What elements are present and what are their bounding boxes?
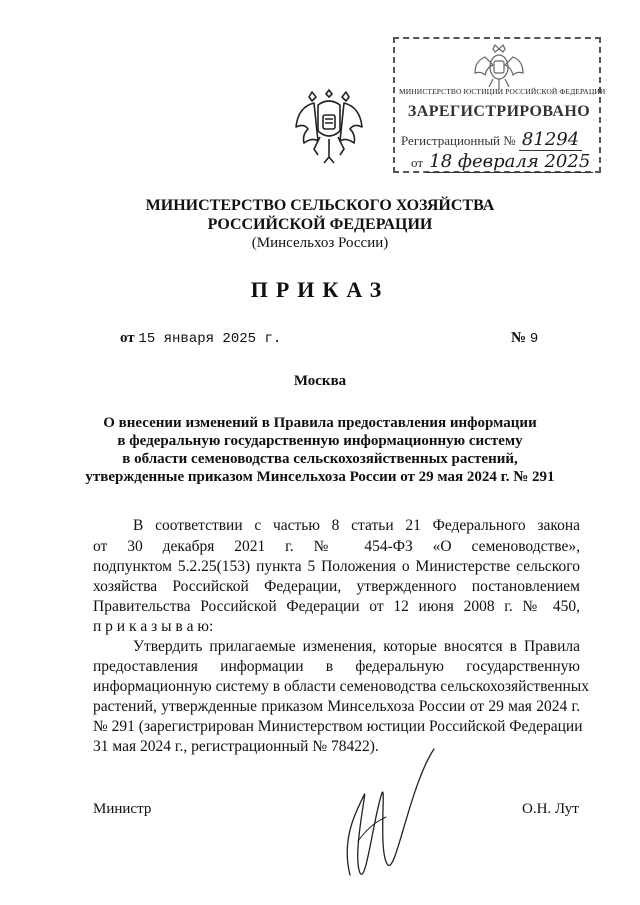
stamp-registered-label: ЗАРЕГИСТРИРОВАНО: [407, 103, 591, 120]
order-date-row: [120, 330, 281, 347]
body-line: В соответствии с частью 8 статьи 21 Федерального закона: [133, 517, 580, 534]
body-line: 31 мая 2024 г., регистрационный № 78422).: [93, 738, 379, 755]
subject-line: в области семеноводства сельскохозяйственных растений,: [122, 451, 518, 467]
registration-stamp: [393, 37, 606, 173]
signatory-name: О.Н. Лут: [522, 801, 579, 817]
order-date: 15 января 2025 г.: [138, 331, 282, 347]
stamp-date-label: от: [411, 155, 424, 170]
stamp-coat-of-arms-icon: [469, 43, 529, 91]
subject-line: О внесении изменений в Правила предоставления информации: [103, 415, 537, 431]
document-title: ПРИКАЗ: [250, 277, 390, 302]
coat-of-arms-icon: [292, 87, 366, 167]
stamp-ministry-label: МИНИСТЕРСТВО ЮСТИЦИИ РОССИЙСКОЙ ФЕДЕРАЦИИ: [399, 87, 606, 96]
body-line: Правительства Российской Федерации от 12 июня 2008 г. № 450,: [93, 598, 580, 615]
ministry-short-name: (Минсельхоз России): [251, 235, 389, 251]
body-line: информационную систему в области семеноводства сельскохозяйственных: [93, 678, 589, 695]
order-number-row: [511, 330, 538, 347]
body-line: от 30 декабря 2021 г. № 454-ФЗ «О семеноводстве»,: [93, 538, 580, 555]
order-number: 9: [529, 331, 539, 347]
body-line: растений, утвержденные приказом Минсельхоза России от 29 мая 2024 г.: [93, 698, 580, 715]
ministry-name-line2: РОССИЙСКОЙ ФЕДЕРАЦИИ: [207, 216, 433, 233]
body-line: Утвердить прилагаемые изменения, которые вносятся в Правила: [133, 638, 580, 655]
handwritten-signature: [330, 745, 440, 885]
stamp-date-value: 18 февраля 2025: [426, 151, 593, 173]
body-line: подпунктом 5.2.25(153) пункта 5 Положения о Министерстве сельского: [93, 558, 580, 575]
subject-line: в федеральную государственную информационную систему: [117, 433, 523, 449]
stamp-date-row: [411, 151, 593, 172]
order-city: Москва: [293, 373, 347, 389]
body-line: п р и к а з ы в а ю:: [93, 618, 214, 635]
body-line: хозяйства Российской Федерации, утвержденного постановлением: [93, 578, 580, 595]
body-line: № 291 (зарегистрирован Министерством юстиции Российской Федерации: [93, 718, 583, 735]
stamp-regnum-value: 81294: [519, 129, 582, 151]
signatory-position: Министр: [93, 801, 152, 817]
order-date-prefix: от: [120, 330, 135, 346]
subject-line: утвержденные приказом Минсельхоза России от 29 мая 2024 г. № 291: [85, 469, 555, 485]
order-number-prefix: №: [511, 330, 527, 346]
body-line: предоставления информации в федеральную государственную: [93, 658, 580, 675]
stamp-regnum-row: [401, 129, 582, 150]
ministry-name-line1: МИНИСТЕРСТВО СЕЛЬСКОГО ХОЗЯЙСТВА: [145, 197, 495, 214]
stamp-regnum-label: Регистрационный №: [401, 133, 516, 148]
